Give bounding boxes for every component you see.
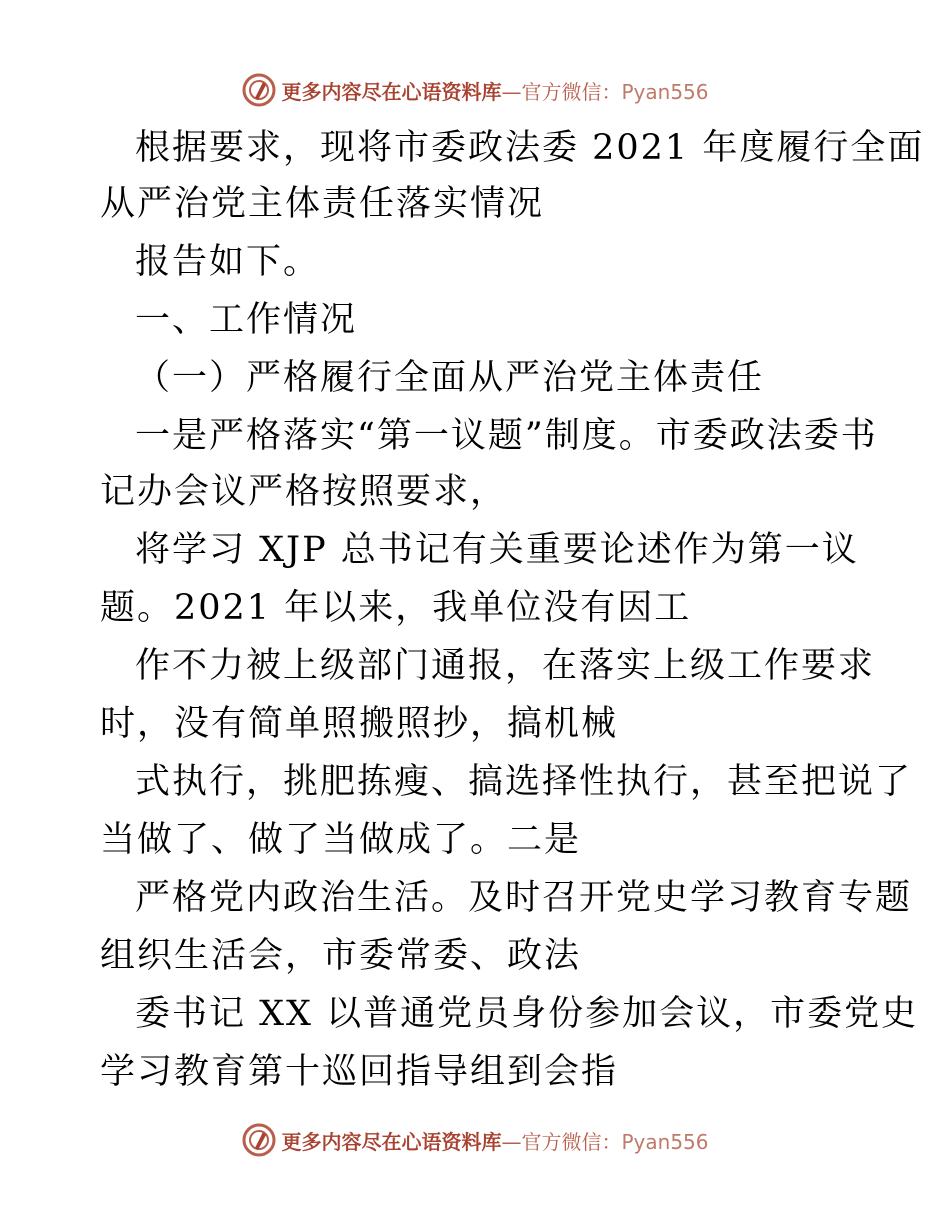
body-line: 严格党内政治生活。及时召开党史学习教育专题 <box>135 878 913 918</box>
body-line: 记办会议严格按照要求， <box>100 472 508 512</box>
body-line: 一是严格落实“第一议题”制度。市委政法委书 <box>135 416 878 456</box>
body-line: 式执行，挑肥拣瘦、搞选择性执行，甚至把说了 <box>135 762 913 802</box>
body-line: 当做了、做了当做成了。二是 <box>100 820 582 860</box>
watermark-contact-id: Pyan556 <box>621 79 709 104</box>
body-line: 根据要求，现将市委政法委 2021 年度履行全面 <box>135 128 925 168</box>
body-line: 学习教育第十巡回指导组到会指 <box>100 1052 619 1092</box>
section-heading: 一、工作情况 <box>135 300 358 340</box>
pen-nib-circle-icon <box>241 1122 277 1158</box>
pen-nib-circle-icon <box>241 72 277 108</box>
body-line: 作不力被上级部门通报，在落实上级工作要求 <box>135 646 876 686</box>
watermark-brand: 更多内容尽在心语资料库 <box>281 1129 502 1154</box>
watermark-brand: 更多内容尽在心语资料库 <box>281 79 502 104</box>
body-line: 将学习 XJP 总书记有关重要论述作为第一议 <box>135 530 859 570</box>
body-line: 时，没有简单照搬照抄，搞机械 <box>100 704 619 744</box>
watermark-separator: — <box>501 79 522 104</box>
body-line: 报告如下。 <box>135 242 321 282</box>
body-line: 委书记 XX 以普通党员身份参加会议，市委党史 <box>135 994 919 1034</box>
header-watermark <box>0 68 950 112</box>
body-line: 从严治党主体责任落实情况 <box>100 184 545 224</box>
footer-watermark <box>0 1118 950 1162</box>
watermark-contact-label: 官方微信： <box>521 1129 622 1154</box>
watermark-separator: — <box>501 1129 522 1154</box>
body-line: 题。2021 年以来，我单位没有因工 <box>100 588 692 628</box>
watermark-contact-id: Pyan556 <box>621 1129 709 1154</box>
body-line: 组织生活会，市委常委、政法 <box>100 936 582 976</box>
subsection-heading: （一）严格履行全面从严治党主体责任 <box>135 358 765 398</box>
watermark-contact-label: 官方微信： <box>521 79 622 104</box>
